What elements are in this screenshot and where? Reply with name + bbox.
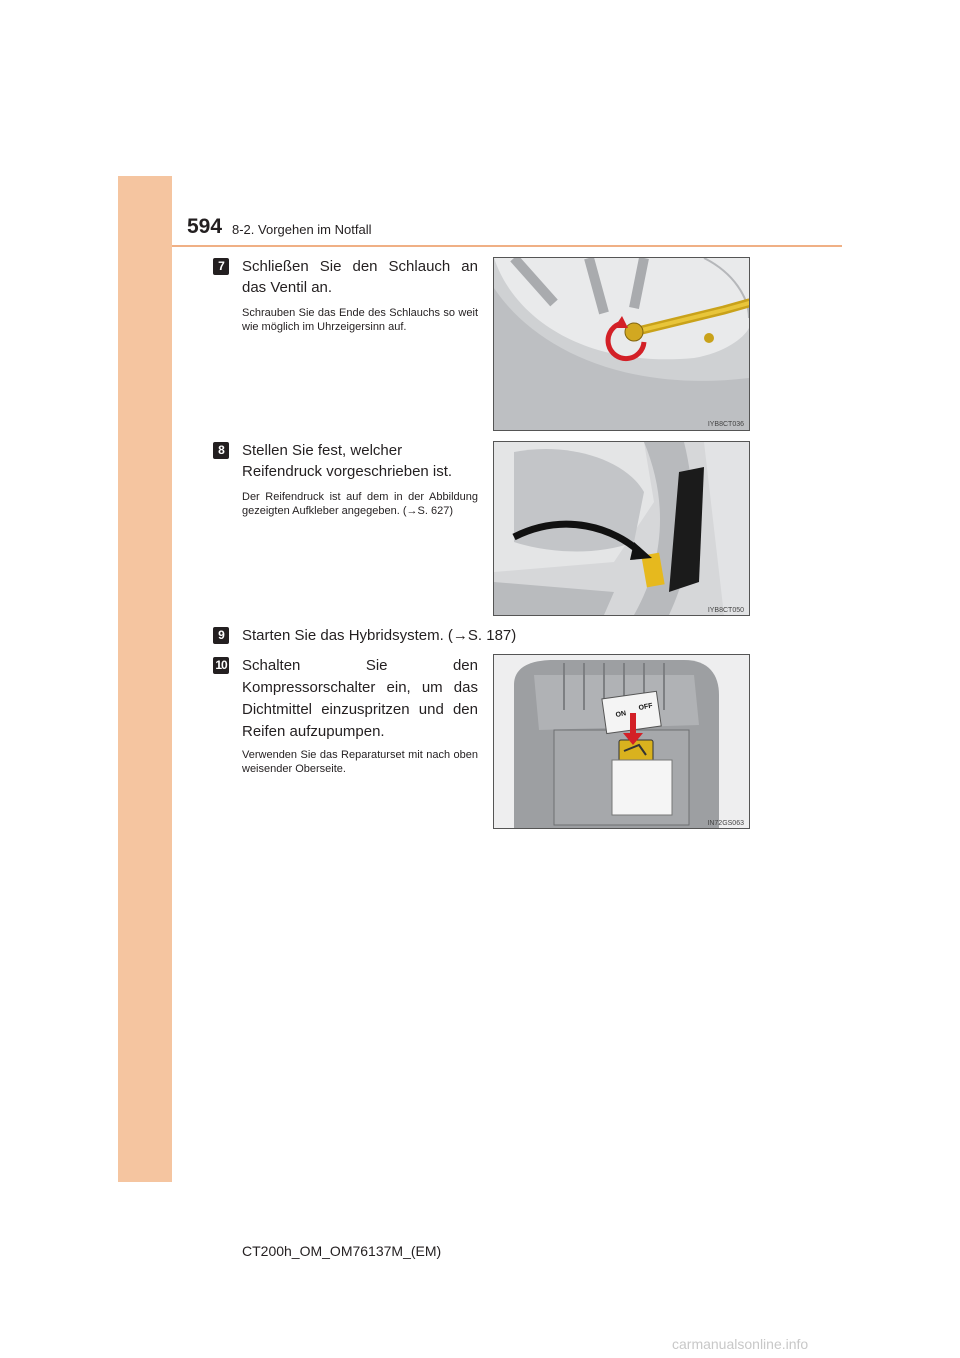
figure-compressor-switch <box>493 654 750 829</box>
step-7-note: Schrauben Sie das Ende des Schlauchs so weit wie möglich im Uhrzeigersinn auf. <box>242 307 478 333</box>
figure-7-code: IYB8CT036 <box>707 421 744 428</box>
step-number-9: 9 <box>213 627 229 644</box>
switch-on-label: ON <box>615 710 627 719</box>
figure-10-code: IN72GS063 <box>707 820 744 827</box>
door-pillar-illustration <box>494 442 749 615</box>
document-code: CT200h_OM_OM76137M_(EM) <box>242 1243 442 1259</box>
step-10-note: Verwenden Sie das Reparaturset mit nach oben weisender Oberseite. <box>242 749 478 775</box>
switch-off-label: OFF <box>638 702 654 712</box>
compressor-illustration <box>494 655 749 828</box>
step-number-8: 8 <box>213 442 229 459</box>
step-number-10: 10 <box>213 657 229 674</box>
step-10-text: Schalten Sie den Kompressorschalter ein, um das Dichtmittel einzuspritzen und den Reifen aufzupumpen. <box>242 657 478 740</box>
watermark: carmanualsonline.info <box>672 1336 809 1352</box>
step-8-note: Der Reifendruck ist auf dem in der Abbildung gezeigten Aufkleber angegeben. (→S. 627) <box>242 491 478 517</box>
header-rule <box>172 245 842 247</box>
step-9-text: Starten Sie das Hybridsystem. (→S. 187) <box>242 627 517 644</box>
page-number: 594 <box>187 215 223 238</box>
step-8-text: Stellen Sie fest, welcher Reifendruck vorgeschrieben ist. <box>242 442 453 480</box>
section-title: 8-2. Vorgehen im Notfall <box>232 222 372 237</box>
hose-valve-illustration <box>494 258 749 430</box>
figure-8-code: IYB8CT050 <box>707 607 744 614</box>
figure-hose-valve <box>493 257 750 431</box>
figure-tire-pressure-label <box>493 441 750 616</box>
step-7-text: Schließen Sie den Schlauch an das Ventil an. <box>242 258 478 296</box>
step-number-7: 7 <box>213 258 229 275</box>
chapter-sidebar-tab <box>118 176 172 1182</box>
